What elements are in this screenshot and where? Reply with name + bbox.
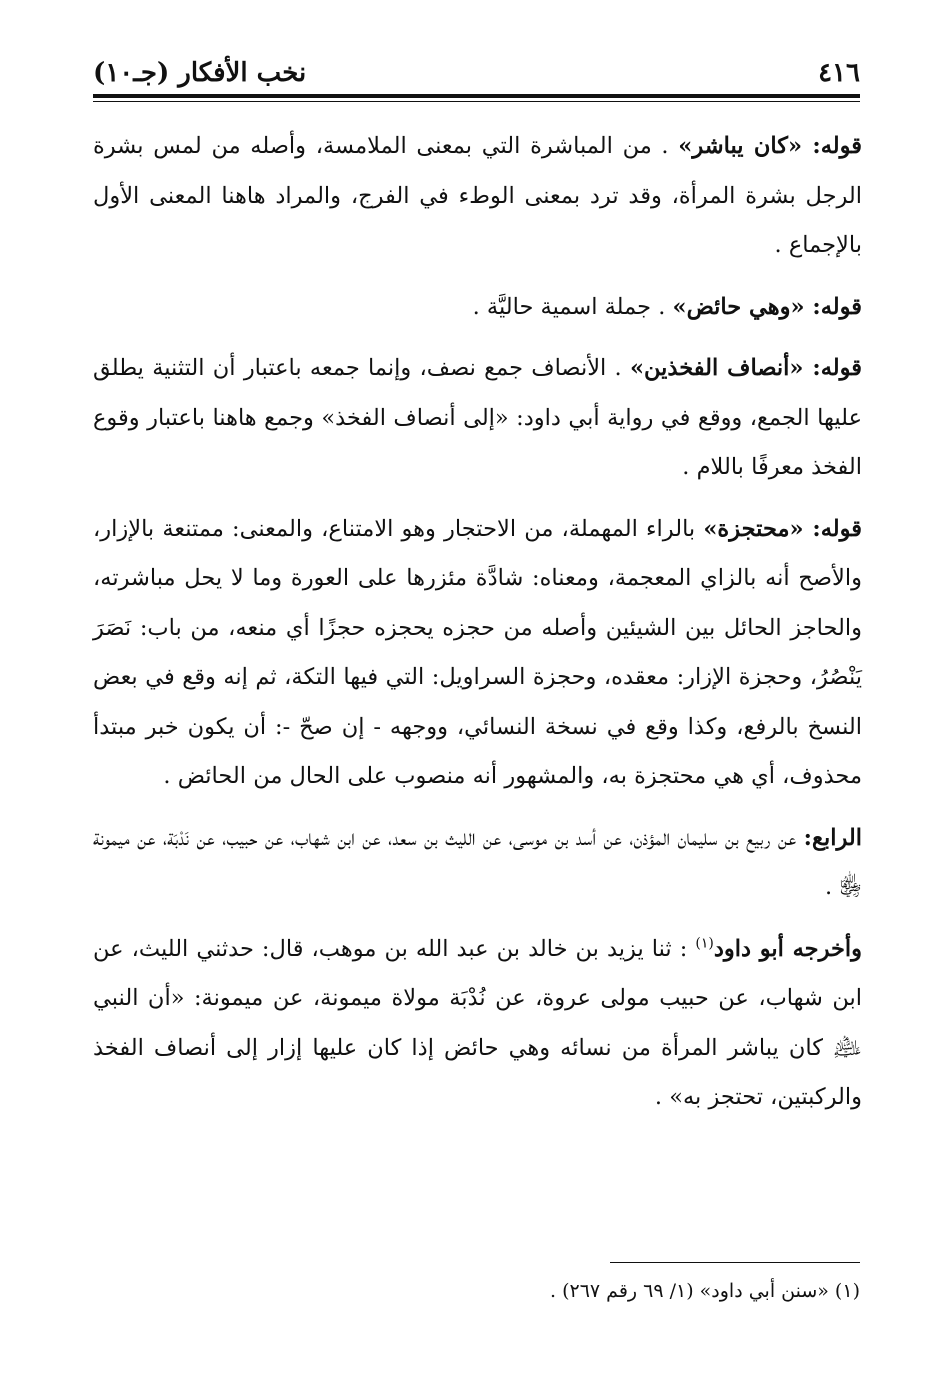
page-header (93, 56, 860, 96)
running-title: نخب الأفكار (جـ١٠) (93, 58, 307, 88)
paragraph (93, 925, 862, 1123)
footnote-rule (610, 1262, 860, 1263)
paragraph-text: بالراء المهملة، من الاحتجار وهو الامتناع، والمعنى: ممتنعة بالإزار، والأصح أنه بالزاي المعجمة، ومعناه: شادَّة مئزرها على العورة وما لا يحل مباشرته، والحاجز الحائل بين الشيئين وأصله من حجزه يحجزه حجزًا أي منعه، من باب: نَصَرَ يَنْصُرُ، وحجزة الإزار: معقده، وحجزة السراويل: التي فيها التكة، ثم إنه وقع في بعض النسخ بالرفع، وكذا وقع في نسخة النسائي، ووجهه - إن صحّ -: أن يكون خبر مبتدأ محذوف، أي هي محتجزة به، والمشهور أنه منصوب على الحال من الحائض . (93, 515, 862, 789)
paragraph (93, 344, 862, 493)
paragraph-text: . جملة اسمية حاليَّة . (472, 293, 666, 320)
paragraph-lead: وأخرجه أبو داود (713, 935, 863, 962)
paragraph (93, 505, 862, 802)
paragraph-text: عن ربيع بن سليمان المؤذن، عن أسد بن موسى، عن الليث بن سعد، عن ابن شهاب، عن حبيب، عن نَدْبَة، عن ميمونة ﵂ . (93, 824, 862, 900)
main-text (93, 122, 862, 1135)
page-number: ٤١٦ (818, 58, 860, 88)
paragraph-lead: قوله: «وهي حائض» (672, 293, 862, 320)
footnote-marker[interactable]: (١) (695, 935, 714, 951)
paragraph-lead: قوله: «محتجزة» (703, 515, 863, 542)
paragraph-lead: قوله: «كان يباشر» (678, 133, 862, 159)
header-rule-thick (93, 94, 860, 98)
paragraph-lead: الرابع: (803, 824, 862, 851)
paragraph (93, 814, 862, 913)
footnote: (١) «سنن أبي داود» (١/ ٦٩ رقم ٢٦٧) . (550, 1280, 860, 1302)
paragraph-text: : ثنا يزيد بن خالد بن عبد الله بن موهب، قال: حدثني الليث، عن ابن شهاب، عن حبيب مولى عروة، عن نُدْبَة مولاة ميمونة، عن ميمونة: «أن النبي ﵇ كان يباشر المرأة من نسائه وهي حائض إذا كان عليها إزار إلى أنصاف الفخذ والركبتين، تحتجز به» . (93, 935, 862, 1110)
paragraph-text: . الأنصاف جمع نصف، وإنما جمعه باعتبار أن التثنية يطلق عليها الجمع، ووقع في رواية أبي داود: «إلى أنصاف الفخذ» وجمع هاهنا باعتبار وقوع الفخذ معرفًا باللام . (93, 355, 862, 480)
paragraph-lead: قوله: «أنصاف الفخذين» (629, 355, 862, 381)
paragraph (93, 283, 862, 333)
paragraph-text: . من المباشرة التي بمعنى الملامسة، وأصله من لمس بشرة الرجل بشرة المرأة، وقد ترد بمعنى الوطء في الفرج، والمراد هاهنا المعنى الأول بالإجماع . (93, 133, 862, 258)
header-rule-thin (93, 101, 860, 102)
paragraph (93, 122, 862, 271)
